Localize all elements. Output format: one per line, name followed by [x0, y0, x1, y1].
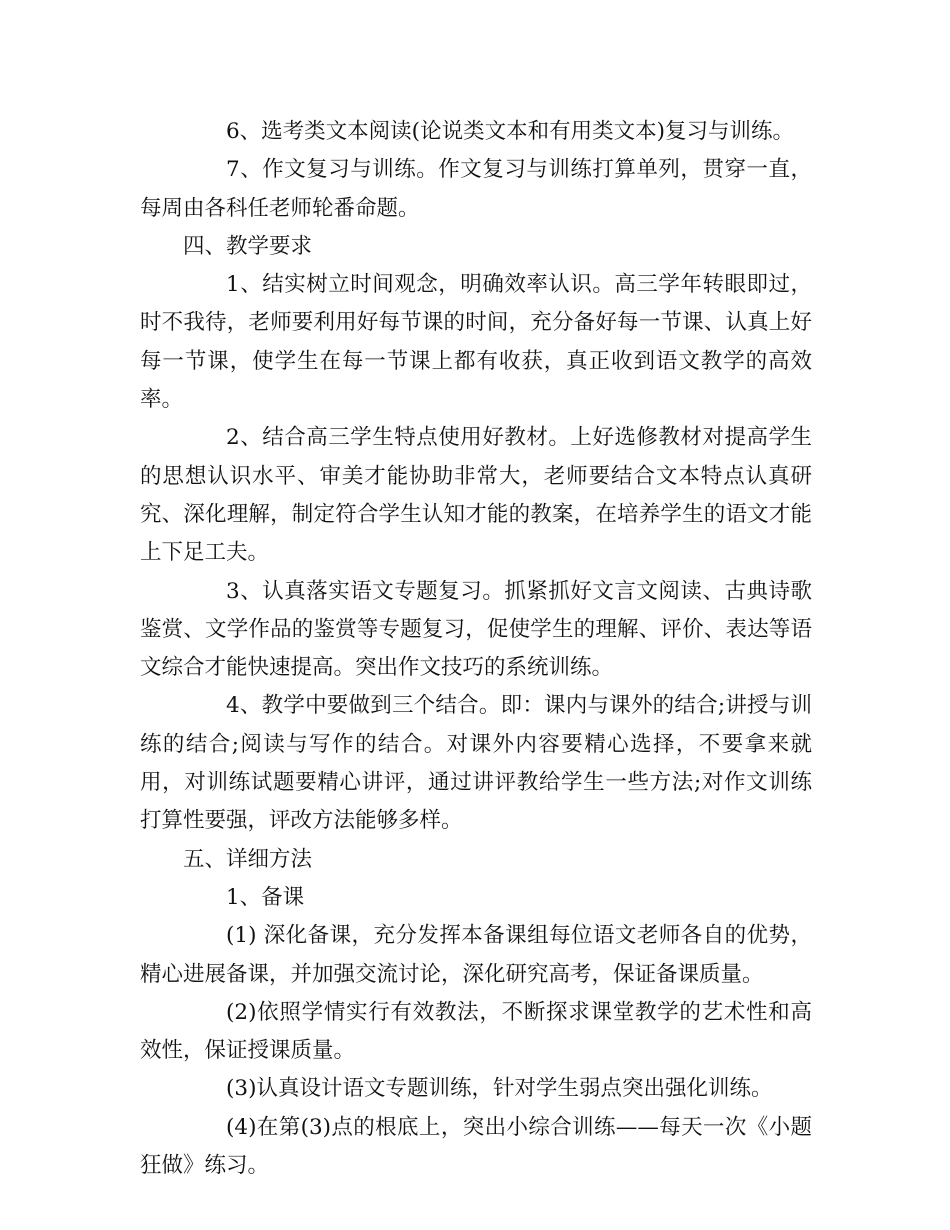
subheading-lesson-prep: 1、备课 [226, 884, 305, 910]
paragraph-method-4: (4)在第(3)点的根底上，突出小综合训练——每天一次《小题狂做》练习。 [140, 1114, 812, 1179]
paragraph-requirement-3: 3、认真落实语文专题复习。抓紧抓好文言文阅读、古典诗歌鉴赏、文学作品的鉴赏等专题复习，促使学生的理解、评价、表达等语文综合才能快速提高。突出作文技巧的系统训练。 [140, 578, 812, 681]
paragraph-item-7: 7、作文复习与训练。作文复习与训练打算单列，贯穿一直，每周由各科任老师轮番命题。 [140, 157, 812, 221]
paragraph-method-3: (3)认真设计语文专题训练，针对学生弱点突出强化训练。 [226, 1076, 773, 1102]
paragraph-requirement-4: 4、教学中要做到三个结合。即：课内与课外的结合;讲授与训练的结合;阅读与写作的结合。对课外内容要精心选择，不要拿来就用，对训练试题要精心讲评，通过讲评教给学生一些方法;对作文训练打算性要强，评改方法能够多样。 [140, 693, 812, 834]
document-body [140, 113, 812, 1185]
section-heading-teaching-requirements: 四、教学要求 [183, 233, 313, 259]
paragraph-method-2: (2)依照学情实行有效教法，不断探求课堂教学的艺术性和高效性，保证授课质量。 [140, 999, 812, 1064]
paragraph-requirement-2: 2、结合高三学生特点使用好教材。上好选修教材对提高学生的思想认识水平、审美才能协助非常大，老师要结合文本特点认真研究、深化理解，制定符合学生认知才能的教案，在培养学生的语文才能上下足工夫。 [140, 425, 812, 566]
paragraph-requirement-1: 1、结实树立时间观念，明确效率认识。高三学年转眼即过，时不我待，老师要利用好每节课的时间，充分备好每一节课、认真上好每一节课，使学生在每一节课上都有收获，真正收到语文教学的高效率。 [140, 272, 812, 413]
paragraph-item-6: 6、选考类文本阅读(论说类文本和有用类文本)复习与训练。 [226, 119, 794, 144]
section-heading-detailed-methods: 五、详细方法 [183, 846, 313, 872]
paragraph-method-1: (1) 深化备课，充分发挥本备课组每位语文老师各自的优势，精心进展备课，并加强交流讨论，深化研究高考，保证备课质量。 [140, 923, 812, 987]
